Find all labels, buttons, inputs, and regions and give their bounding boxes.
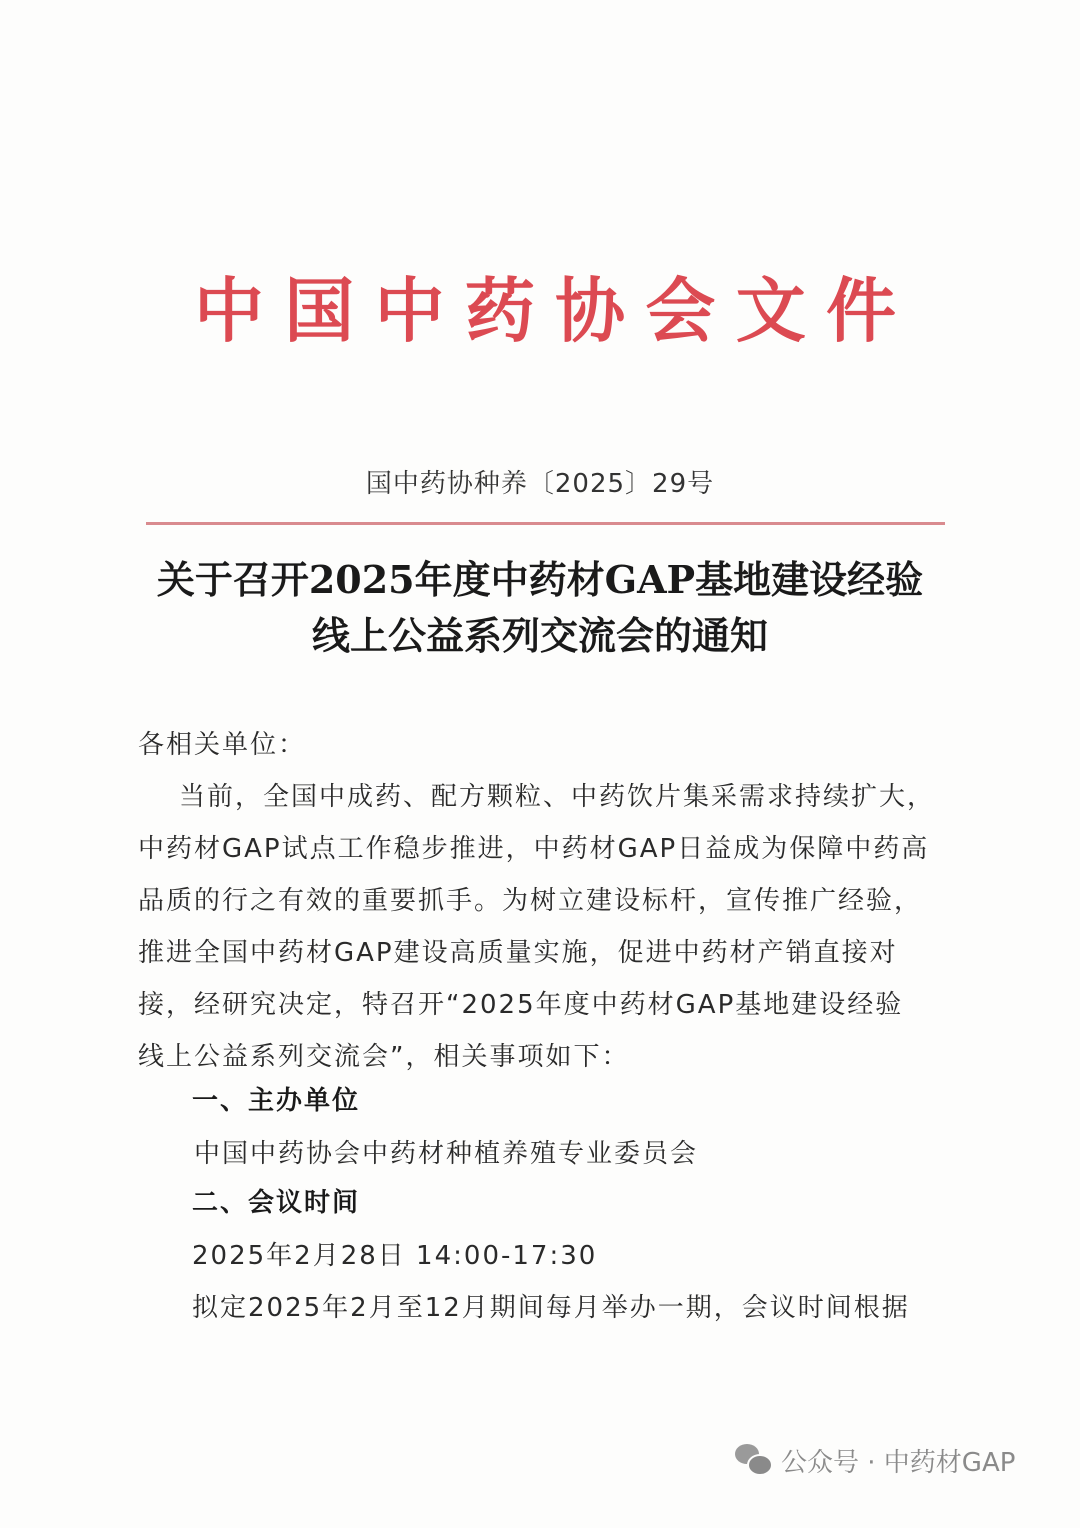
wechat-icon: [735, 1444, 771, 1476]
meeting-datetime: 2025年2月28日 14:00-17:30: [192, 1241, 598, 1271]
watermark-text: 公众号 · 中药材GAP: [781, 1447, 1016, 1478]
paragraph-line: 接，经研究决定，特召开“2025年度中药材GAP基地建设经验: [138, 990, 904, 1020]
paragraph-line: 品质的行之有效的重要抓手。为树立建设标杆，宣传推广经验，: [138, 886, 923, 916]
title-line-2: 线上公益系列交流会的通知: [311, 613, 768, 658]
title-line-1: 关于召开2025年度中药材GAP基地建设经验: [156, 557, 924, 602]
section-heading-organizer: 一、主办单位: [192, 1086, 361, 1116]
document-number: 国中药协种养〔2025〕29号: [365, 469, 715, 499]
paragraph-line: 线上公益系列交流会”，相关事项如下：: [138, 1042, 630, 1072]
salutation: 各相关单位：: [138, 730, 307, 760]
masthead-char: 中: [194, 268, 264, 352]
paragraph-line: 推进全国中药材GAP建设高质量实施，促进中药材产销直接对: [138, 938, 898, 968]
section-heading-meeting-time: 二、会议时间: [192, 1188, 361, 1218]
meeting-schedule-note: 拟定2025年2月至12月期间每月举办一期，会议时间根据: [192, 1293, 910, 1323]
masthead-char: 文: [735, 268, 806, 352]
organizer-name: 中国中药协会中药材种植养殖专业委员会: [194, 1139, 699, 1169]
masthead-char: 会: [645, 268, 716, 352]
wechat-watermark: [735, 1440, 1015, 1480]
paragraph-line: 当前，全国中成药、配方颗粒、中药饮片集采需求持续扩大，: [138, 782, 936, 812]
masthead-char: 药: [464, 268, 535, 352]
masthead-char: 协: [555, 268, 626, 352]
masthead-char: 件: [825, 268, 896, 352]
masthead-char: 国: [284, 268, 355, 352]
paragraph-line: 中药材GAP试点工作稳步推进，中药材GAP日益成为保障中药高: [138, 834, 930, 864]
masthead-char: 中: [374, 268, 445, 352]
